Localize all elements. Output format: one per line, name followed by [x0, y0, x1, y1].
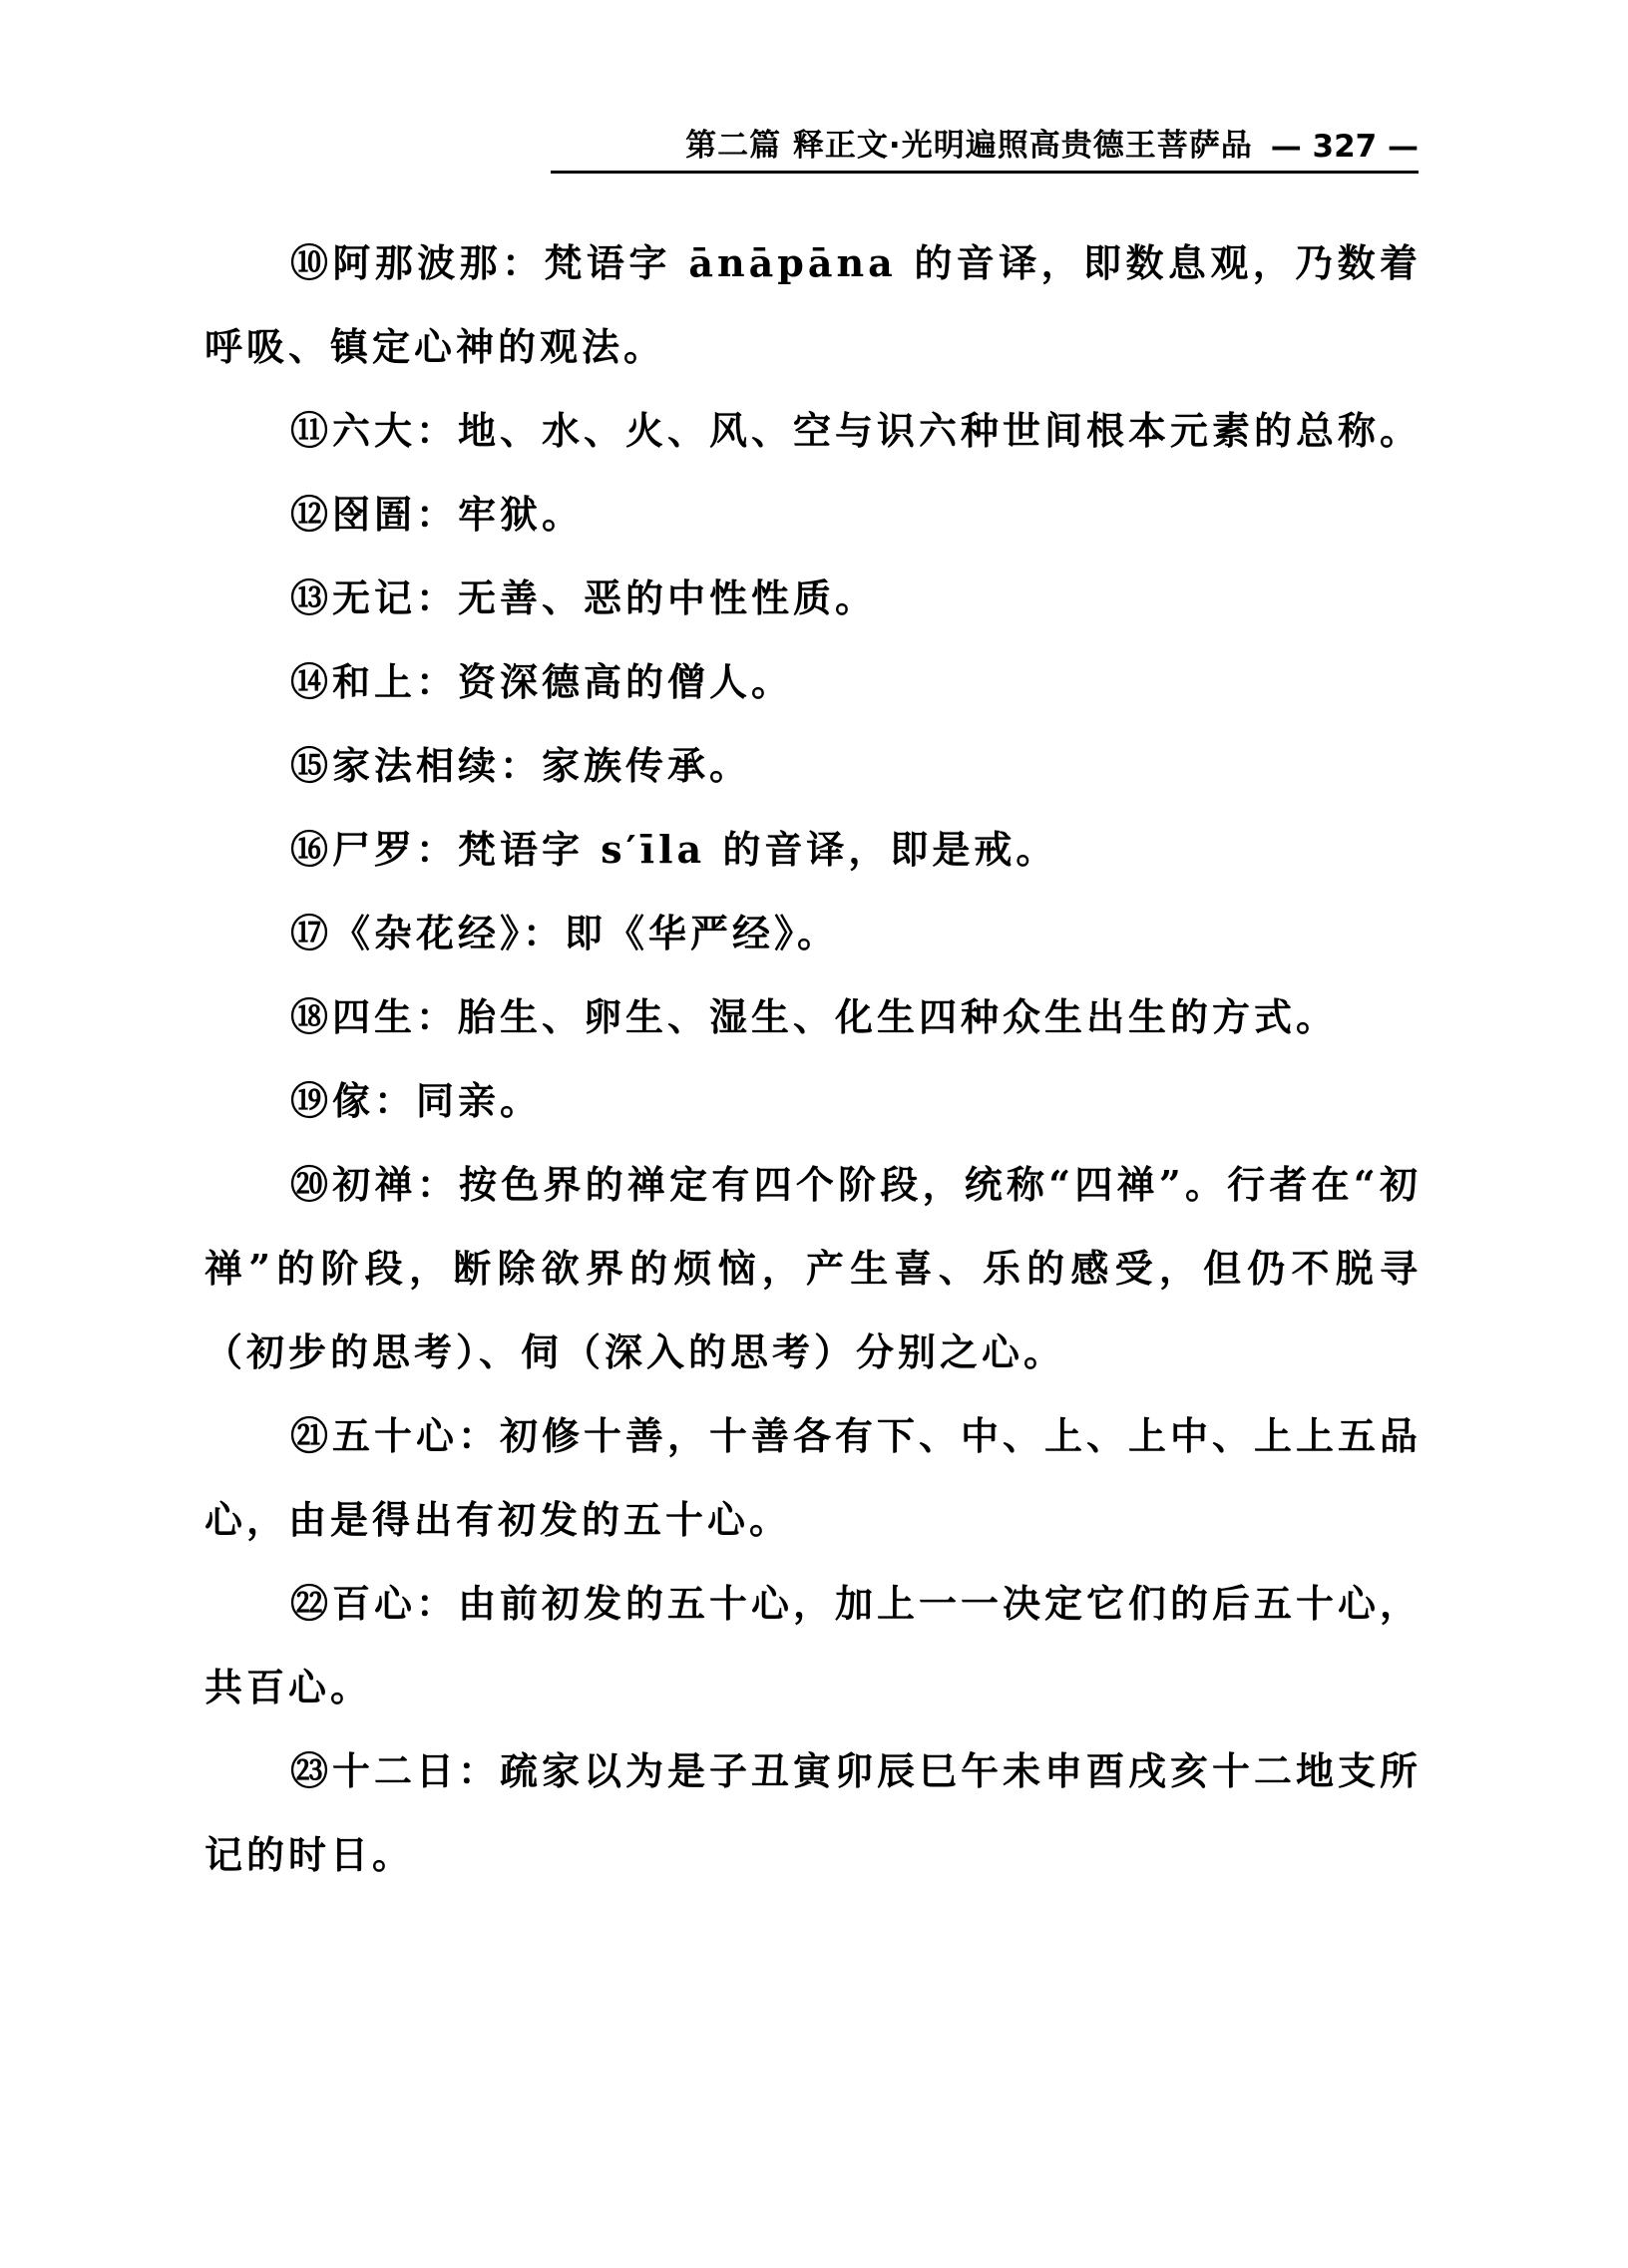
note-23: ㉓十二日：疏家以为是子丑寅卯辰巳午未申酉戌亥十二地支所记的时日。	[204, 1748, 1423, 1877]
page-number: — 327 —	[1270, 129, 1419, 165]
annotation-notes	[204, 221, 1422, 1897]
note-17: ⑰《杂花经》：即《华严经》。	[290, 911, 840, 955]
note-12: ⑫囹圄：牢狱。	[290, 492, 585, 537]
running-header	[551, 118, 1419, 174]
note-18: ⑱四生：胎生、卵生、湿生、化生四种众生出生的方式。	[290, 994, 1339, 1039]
note-22: ㉒百心：由前初发的五十心，加上一一决定它们的后五十心，共百心。	[204, 1581, 1423, 1709]
note-13: ⑬无记：无善、恶的中性性质。	[290, 575, 878, 620]
note-20: ⑳初禅：按色界的禅定有四个阶段，统称“四禅”。行者在“初禅”的阶段，断除欲界的烦恼，产生喜、乐的感受，但仍不脱寻（初步的思考）、伺（深入的思考）分别之心。	[204, 1162, 1422, 1374]
chapter-title: 第二篇 释正文·光明遍照高贵德王菩萨品	[685, 128, 1253, 164]
note-16: ⑯尸罗：梵语字 s′īla 的音译，即是戒。	[290, 827, 1058, 872]
note-10: ⑩阿那波那：梵语字 ānāpāna 的音译，即数息观，乃数着呼吸、镇定心神的观法。	[204, 240, 1422, 369]
note-11: ⑪六大：地、水、火、风、空与识六种世间根本元素的总称。	[290, 408, 1423, 453]
note-21: ㉑五十心：初修十善，十善各有下、中、上、上中、上上五品心，由是得出有初发的五十心。	[204, 1413, 1423, 1542]
note-19: ⑲傢：同亲。	[290, 1078, 543, 1123]
note-14: ⑭和上：资深德高的僧人。	[290, 659, 794, 704]
note-15: ⑮家法相续：家族传承。	[290, 743, 752, 788]
